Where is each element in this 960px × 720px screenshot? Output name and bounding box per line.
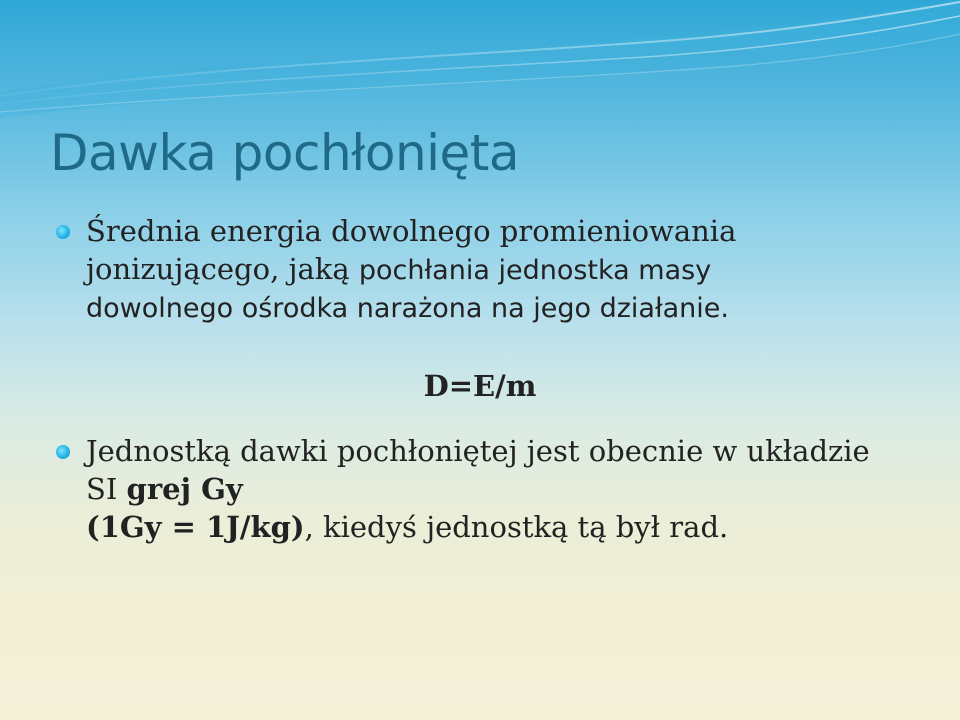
bullet-line: Średnia energia dowolnego promieniowania bbox=[86, 214, 737, 248]
bullet-dot-icon bbox=[56, 445, 70, 459]
bullet-line: dowolnego ośrodka narażona na jego działanie. bbox=[86, 293, 729, 324]
bullet-line: SI grej Gy bbox=[86, 472, 243, 506]
bullet-line: jonizującego, jaką pochłania jednostka masy bbox=[86, 252, 712, 286]
bullet-line: Jednostką dawki pochłoniętej jest obecnie w układzie bbox=[86, 434, 870, 468]
decorative-wave-header bbox=[0, 0, 960, 140]
formula-text: D=E/m bbox=[423, 369, 537, 403]
bullet-item-unit bbox=[86, 432, 906, 546]
wave-band bbox=[0, 0, 960, 118]
bullet-item-definition bbox=[86, 212, 906, 328]
slide-title: Dawka pochłonięta bbox=[50, 124, 520, 182]
bullet-dot-icon bbox=[56, 225, 70, 239]
bullet-line: (1Gy = 1J/kg), kiedyś jednostką tą był rad. bbox=[86, 510, 729, 544]
